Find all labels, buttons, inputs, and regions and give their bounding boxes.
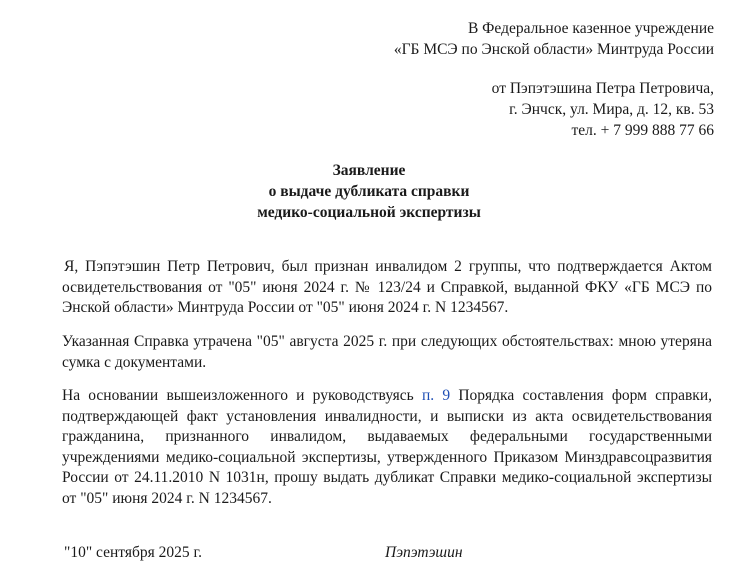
paragraph-loss: Указанная Справка утрачена "05" августа 2025 г. при следующих обстоятельствах: мною утеряна сумка с документами. [62,333,712,371]
paragraph-recognition: Я, Пэпэтэшин Петр Петрович, был признан инвалидом 2 группы, что подтверждается Актом освидетельствования от "05" июня 2024 г. № 123/24 и Справкой, выданной ФКУ «ГБ МСЭ по Энской области» Минтруда России от "05" июня 2024 г. N 1234567. [62,258,712,316]
sender-phone: тел. + 7 999 888 77 66 [571,122,714,139]
title-line-1: Заявление [332,162,406,179]
signature: Пэпэтэшин [385,544,463,561]
paragraph-request [62,386,712,509]
sender-address: г. Энчск, ул. Мира, д. 12, кв. 53 [509,101,714,118]
title-line-2: о выдаче дубликата справки [268,183,470,200]
document-title [0,160,738,223]
addressee-line-1: В Федеральное казенное учреждение [467,20,714,37]
sender-name: от Пэпэтэшина Петра Петровича, [491,80,714,97]
header-spacer [394,60,714,78]
document-date: "10" сентября 2025 г. [64,544,202,561]
document-header [394,18,714,141]
title-line-3: медико-социальной экспертизы [257,204,481,221]
regulation-link[interactable]: п. 9 [421,387,451,404]
addressee-line-2: «ГБ МСЭ по Энской области» Минтруда России [393,41,714,58]
paragraph-request-start: На основании вышеизложенного и руководствуясь [62,387,422,404]
paragraph-request-end: Порядка составления форм справки, подтверждающей факт установления инвалидности, и выписки из акта освидетельствования гражданина, признанного инвалидом, выдаваемых федеральными государственными учреждениями медико-социальной экспертизы, утвержденного Приказом Минздравсоцразвития России от 24.11.2010 N 1031н, прошу выдать дубликат Справки медико-социальной экспертизы от "05" июня 2024 г. N 1234567. [62,387,712,507]
